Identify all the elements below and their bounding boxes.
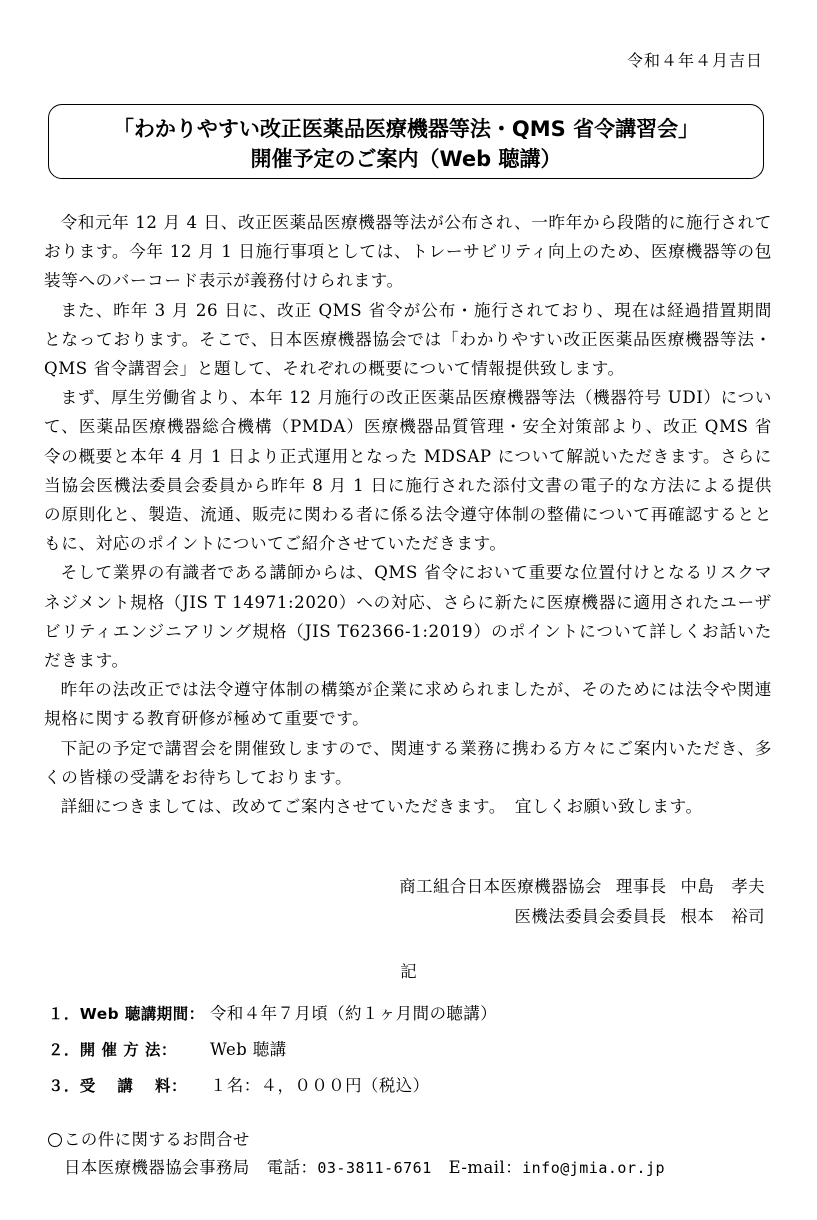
- paragraph-3: まず、厚生労働省より、本年 12 月施行の改正医薬品医療機器等法（機器符号 UDI）について、医薬品医療機器総合機構（PMDA）医療機器品質管理・安全対策部より、改正 QMS 省令の概要と本年 4 月 1 日より正式運用となった MDSAP について解説いただきます。さらに当協会医機法委員会委員から昨年 8 月 1 日に施行された添付文書の電子的な方法による提供の原則化と、製造、流通、販売に関わる者に係る法令遵守体制の整備について再確認するとともに、対応のポイントについてご紹介させていただきます。: [44, 388, 772, 554]
- signature-name: 中島 孝夫: [680, 877, 765, 896]
- title-box: [48, 104, 764, 179]
- title-line-1: 「わかりやすい改正医薬品医療機器等法・QMS 省令講習会」: [112, 117, 700, 141]
- detail-value: 令和４年７月頃（約１ヶ月間の聴講）: [210, 1004, 498, 1023]
- document-date: 令和４年４月吉日: [626, 51, 763, 70]
- details-list: [48, 996, 497, 1104]
- signature-name: 根本 裕司: [680, 907, 765, 926]
- signature-line: [385, 902, 765, 932]
- paragraph-4: そして業界の有識者である講師からは、QMS 省令において重要な位置付けとなるリスクマネジメント規格（JIS T 14971:2020）への対応、さらに新たに医療機器に適用されたユーザビリティエンジニアリング規格（JIS T62366-1:2019）のポイントについて詳しくお話いただきます。: [44, 563, 772, 671]
- detail-value: Web 聴講: [210, 1040, 287, 1059]
- paragraph-1: 令和元年 12 月 4 日、改正医薬品医療機器等法が公布され、一昨年から段階的に施行されております。今年 12 月 1 日施行事項としては、トレーサビリティ向上のため、医療機器等の包装等へのバーコード表示が義務付けられます。: [44, 213, 772, 291]
- contact-heading: この件に関するお問合せ: [64, 1130, 250, 1149]
- contact-block: [48, 1126, 665, 1182]
- detail-label: ３．受 講 料：: [48, 1077, 187, 1095]
- phone-number: 03-3811-6761: [317, 1159, 432, 1177]
- circle-bullet-icon: [48, 1133, 62, 1147]
- signature-line: [385, 872, 765, 902]
- detail-row: [48, 1032, 497, 1068]
- detail-label: ２．開 催 方 法：: [48, 1041, 177, 1059]
- paragraph-5: 昨年の法改正では法令遵守体制の構築が企業に求められましたが、そのためには法令や関連規格に関する教育研修が極めて重要です。: [44, 680, 772, 729]
- email-label: E-mail：: [448, 1158, 523, 1177]
- ki-heading: 記: [400, 962, 417, 981]
- email-link[interactable]: info@jmia.or.jp: [522, 1159, 666, 1177]
- detail-label: １．Web 聴講期間：: [48, 1005, 205, 1023]
- signature-org: 医機法委員会委員長: [514, 907, 667, 926]
- contact-details: [48, 1154, 665, 1182]
- signature-role: 理事長: [615, 877, 667, 896]
- phone-label: 電話：: [266, 1158, 318, 1177]
- title-line-2: 開催予定のご案内（Web 聴講）: [250, 147, 562, 171]
- signature-block: [385, 872, 765, 932]
- paragraph-7: 詳細につきましては、改めてご案内させていただきます。 宜しくお願い致します。: [60, 797, 703, 817]
- paragraph-6: 下記の予定で講習会を開催致しますので、関連する業務に携わる方々にご案内いただき、多くの皆様の受講をお待ちしております。: [44, 738, 772, 787]
- contact-heading-line: [48, 1126, 665, 1154]
- signature-org: 商工組合日本医療機器協会: [399, 877, 602, 896]
- contact-office: 日本医療機器協会事務局: [64, 1158, 250, 1177]
- body-text: [44, 208, 772, 821]
- detail-row: [48, 996, 497, 1032]
- paragraph-2: また、昨年 3 月 26 日に、改正 QMS 省令が公布・施行されており、現在は経過措置期間となっております。そこで、日本医療機器協会では「わかりやすい改正医薬品医療機器等法・QMS 省令講習会」と題して、それぞれの概要について情報提供致します。: [44, 300, 772, 379]
- detail-row: [48, 1068, 497, 1104]
- detail-value: １名：４，０００円（税込）: [210, 1076, 430, 1095]
